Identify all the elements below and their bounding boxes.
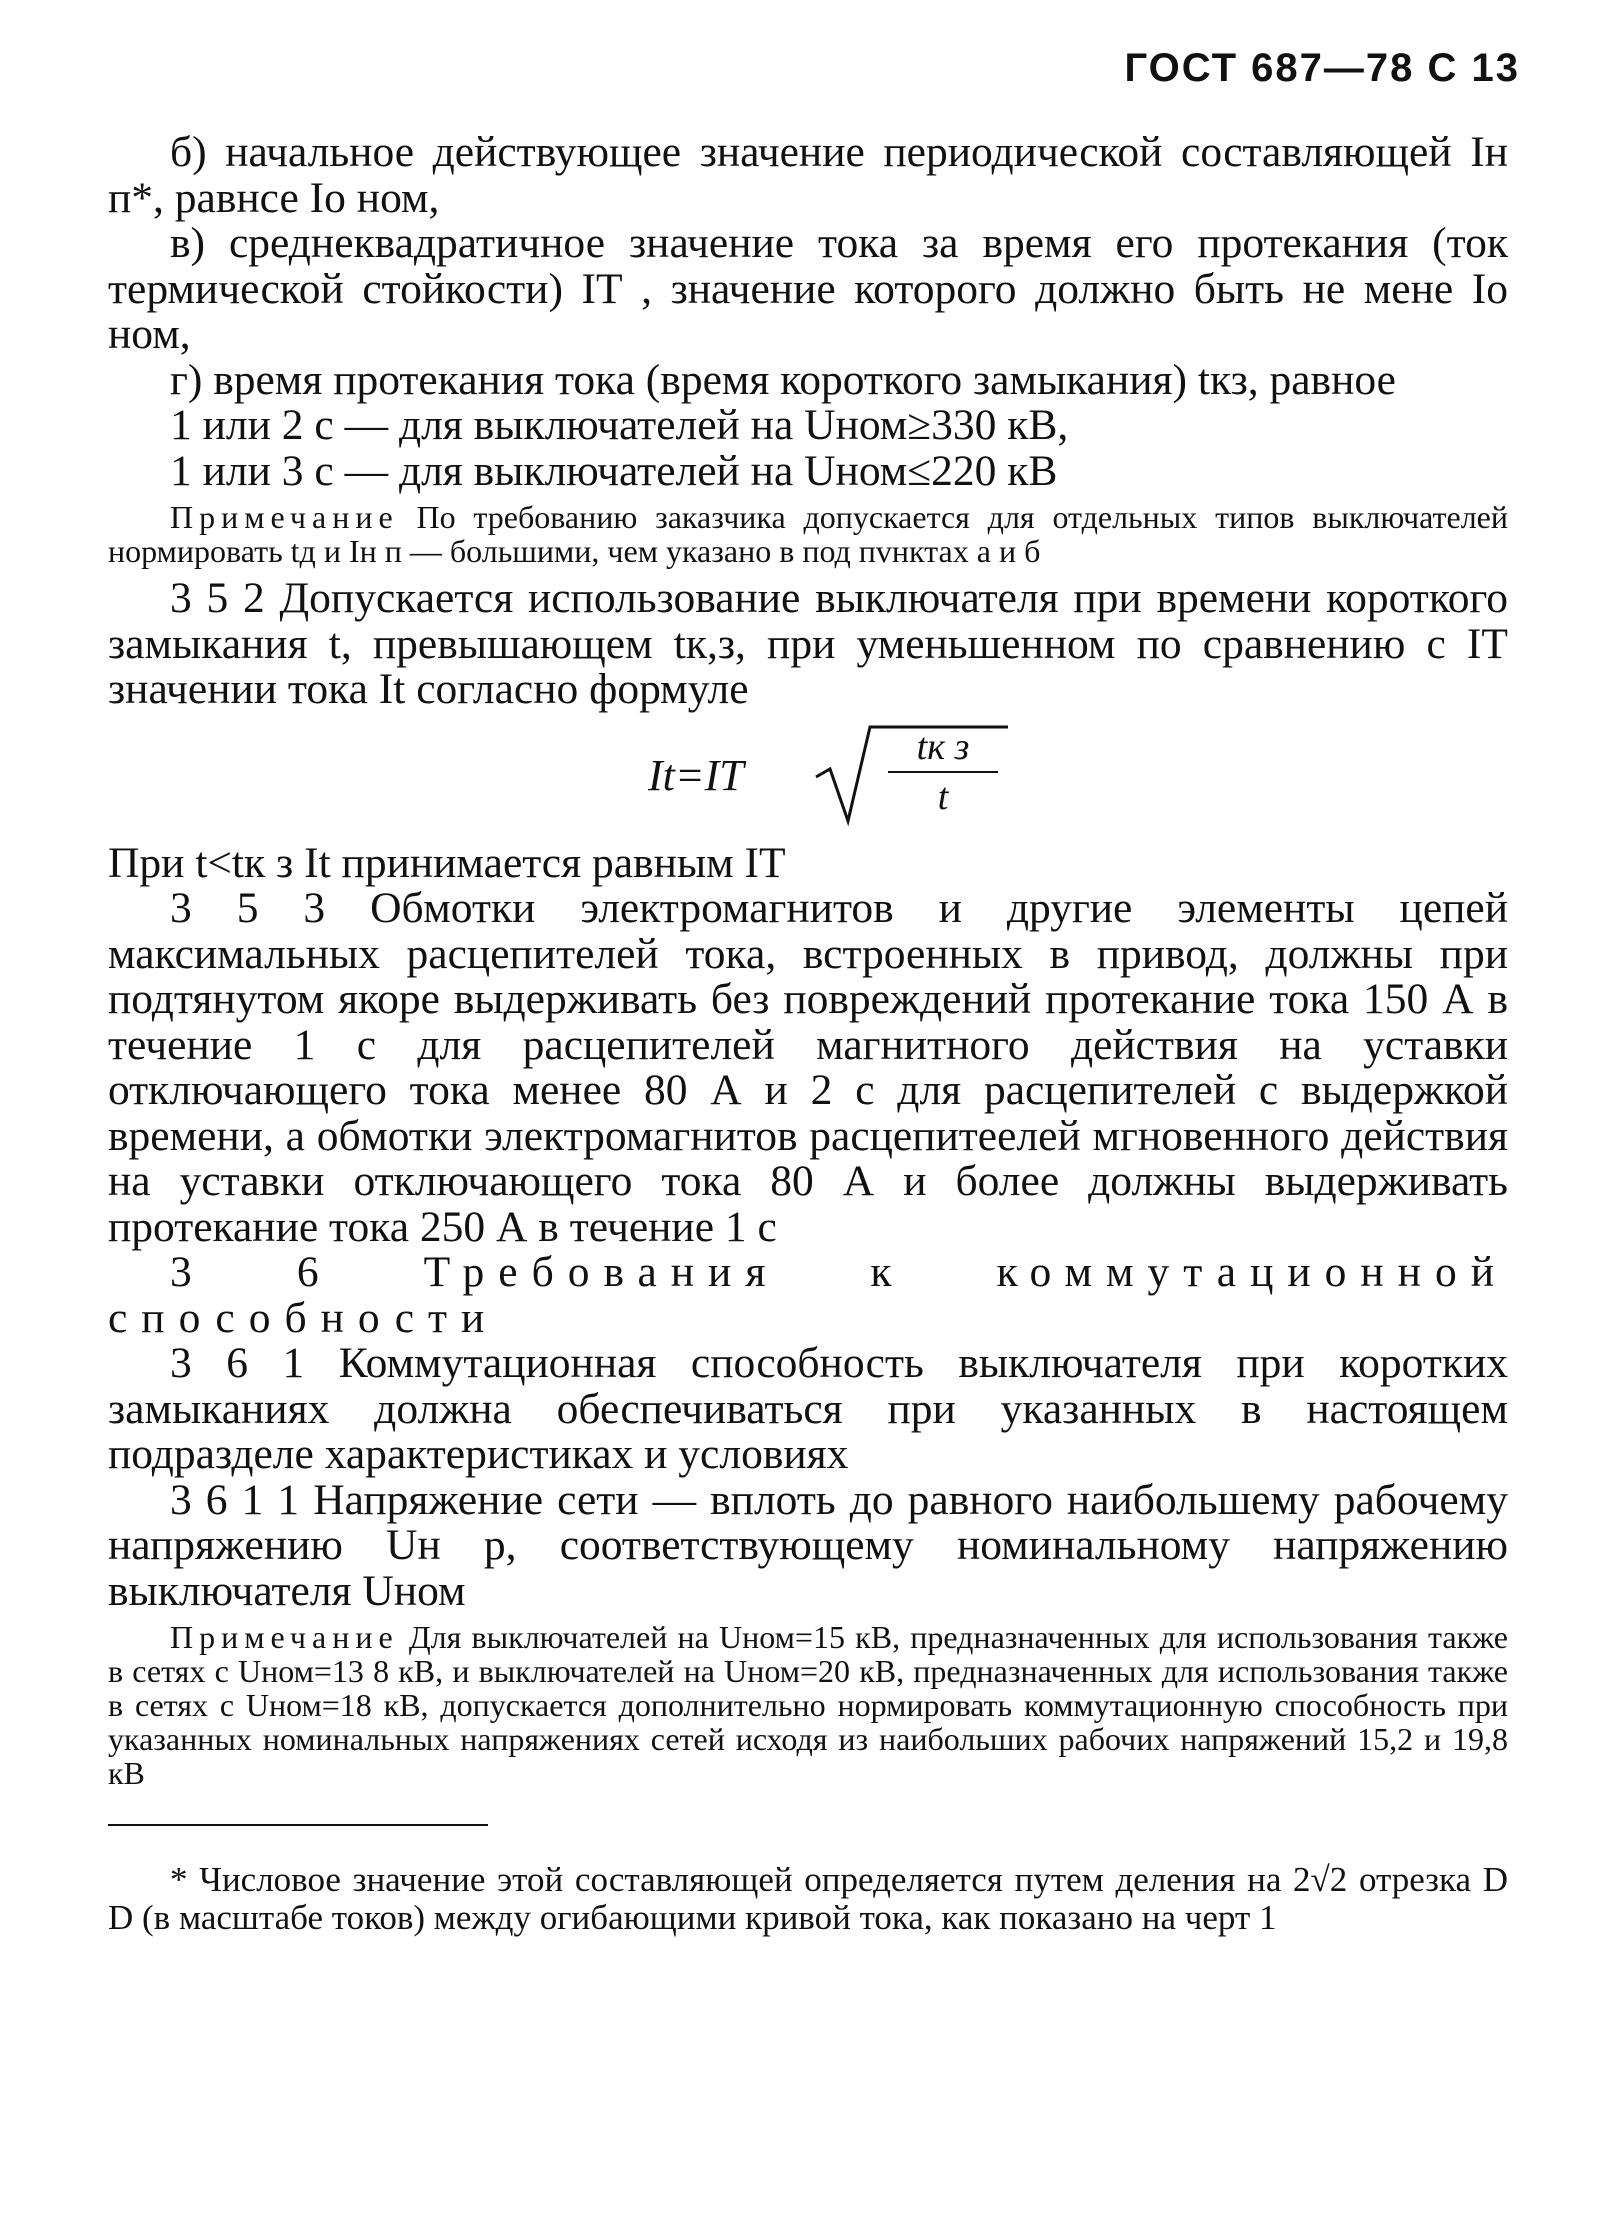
note-1 [108,500,1508,568]
note-2 [108,1620,1508,1790]
note-2-keyword: Примечание [170,1619,399,1655]
page-header: ГОСТ 687—78 С 13 [1124,46,1520,90]
clause-3-5-3: 3 5 3 Обмотки электромагнитов и другие элементы цепей максимальных расцепителей тока, встроенных в привод, должны при подтянутом якоре выдерживать без повреждений протекание тока 150 А в течение 1 с для расцепителей магнитного действия на уставки отключающего тока менее 80 А и 2 с для расцепителей с выдержкой времени, а обмотки электромагнитов расцепитеeлей мгновенного действия на уставки отключающего тока 80 А и более должны выдерживать протекание тока 250 А в течение 1 с [108,884,1508,1251]
footnote: * Числовое значение этой составляющей определяется путем деления на 2√2 отрезка D D (в масштабе токов) между огибающими кривой тока, как показано на черт 1 [108,1860,1508,1937]
item-v: в) среднеквадратичное значение тока за время его протекания (ток термической стойкости) IТ , значение которого должно быть не мене Iо ном, [108,219,1508,358]
clause-3-6-1-1: 3 6 1 1 Напряжение сети — вплоть до равного наибольшему рабочему напряжению Uн р, соответствующему номинальному напряжению выключателя Uном [108,1475,1508,1615]
note-1-keyword: Примечание [170,499,399,535]
formula-denominator: t [937,775,949,818]
clause-3-6-1: 3 6 1 Коммутационная способность выключателя при коротких замыканиях должна обеспечиваться при указанных в настоящем подразделе характеристиках и условиях [108,1339,1508,1478]
note-2-text: Для выключателей на Uном=15 кВ, предназначенных для использования также в сетях с Uном=13 8 кВ, и выключателей на Uном=20 кВ, предназначенных для использования также в сетях с Uном=18 кВ, допускается дополнительно нормировать коммутационную способность при указанных номинальных напряжениях сетей исходя из наибольших рабочих напряжений 15,2 и 19,8 кВ [108,1619,1509,1791]
note-1-text: По требованию заказчика допускается для отдельных типов выключателей нормировать tд и Iн п — большими, чем указано в под пvнктах а и б [108,499,1509,569]
item-b: б) начальное действующее значение периодической составляющей Iн п*, равнсе Iо ном, [108,128,1508,222]
formula-fraction [888,723,998,821]
item-g-option-1: 1 или 2 с — для выключателей на Uном≥330 кВ, [170,401,1069,449]
document-body [108,130,1508,1972]
section-3-6-heading: 3 6 Требования к коммутационной способности [108,1248,1508,1342]
clause-3-5-2: 3 5 2 Допускается использование выключателя при времени короткого замыкания t, превышающем tк,з, при уменьшенном по сравнению с IТ значении тока It сoгласно формуле [108,574,1508,713]
formula-numerator: tк з [888,723,998,773]
item-g: г) время протекания тока (время короткого замыкания) tкз, равное [170,355,1396,404]
after-formula-text: При t<tк з It принимается равным IT [108,838,786,887]
item-g-option-2: 1 или 3 с — для выключателей на Uном≤220 кВ [170,446,1058,495]
footnote-divider [108,1824,488,1826]
formula-lhs: It=IT [648,750,744,800]
formula [108,717,1508,835]
